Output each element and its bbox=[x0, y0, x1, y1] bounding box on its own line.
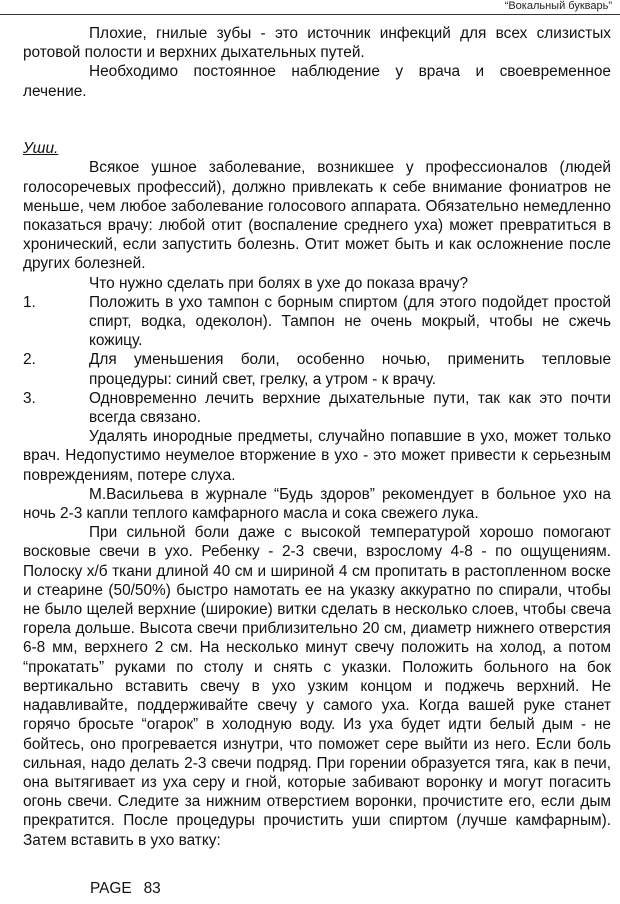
paragraph-foreign-objects: Удалять инородные предметы, случайно попавшие в ухо, может только врач. Недопустимо неумелое вторжение в ухо - это может привести к серьезным повреждениям, потере слуха. bbox=[23, 428, 611, 484]
list-item-text: Для уменьшения боли, особенно ночью, применить тепловые процедуры: синий свет, грелку, а утром - к врачу. bbox=[89, 351, 611, 388]
page-number: 83 bbox=[143, 880, 161, 897]
section-title: Уши. bbox=[23, 140, 59, 158]
header-rule bbox=[0, 14, 620, 15]
intro-paragraph-1: Плохие, гнилые зубы - это источник инфекций для всех слизистых ротовой полости и верхних дыхательных путей. bbox=[23, 25, 611, 62]
page-body bbox=[23, 24, 611, 850]
page-footer bbox=[90, 879, 161, 898]
list-item-text: Одновременно лечить верхние дыхательные пути, так как это почти всегда связано. bbox=[89, 389, 611, 427]
paragraph-wax-candles: При сильной боли даже с высокой температурой хорошо помогают восковые свечи в ухо. Ребенку - 2-3 свечи, взрослому 4-8 - по ощущениям. Полоску х/б ткани длиной 40 см и шириной 4 см пропитать в растопленном воске и стеарине (50/50%) быстро намотать ее на указку аккуратно по спирали, чтобы не было щелей верхние (широкие) витки сделать в несколько слоев, чтобы свеча горела дольше. Высота свечи приблизительно 20 см, диаметр нижнего отверстия 6-8 мм, верхнего 2 см. На несколько минут свечу положить на холод, а потом “прокатать” руками по столу и снять с указки. Положить больного на бок вертикально вставить свечу в ухо узким концом и поджечь верхний. Не надавливайте, поддерживайте свечу у самого уха. Когда вашей руке станет горячо бросьте “огарок” в холодную воду. Из уха будет идти белый дым - не бойтесь, оно прогревается изнутри, что поможет сере выйти из него. Если боль сильная, надо делать 2-3 свечи подряд. При горении образуется тяга, как в печи, она вытягивает из уха серу и гной, которые забивают воронку и могут погасить огонь свечи. Следите за нижним отверстием воронки, прочистите его, если дым прекратится. После процедуры прочистить уши спиртом (лучше камфарным). Затем вставить в ухо ватку: bbox=[23, 524, 611, 849]
page-label: PAGE bbox=[90, 880, 132, 897]
list-item bbox=[23, 389, 611, 427]
paragraph-question: Что нужно сделать при болях в ухе до показа врачу? bbox=[89, 274, 469, 292]
paragraph-ear-disease: Всякое ушное заболевание, возникшее у профессионалов (людей голосоречевых профессий), должно привлекать к себе внимание фониатров не меньше, чем любое заболевание голосового аппарата. Обязательно немедленно показаться врачу: любой отит (воспаление среднего уха) может превратиться в хронический, если запустить болезнь. Отит может быть и как осложнение после других болезней. bbox=[23, 159, 611, 273]
intro-paragraph-2: Необходимо постоянное наблюдение у врача и своевременное лечение. bbox=[23, 63, 611, 100]
paragraph-vasilieva: М.Васильева в журнале “Будь здоров” рекомендует в больное ухо на ночь 2-3 капли теплого камфарного масла и сока свежего лука. bbox=[23, 485, 611, 523]
list-item bbox=[23, 293, 611, 351]
list-item-number: 1. bbox=[23, 293, 36, 311]
list-item-text: Положить в ухо тампон с борным спиртом (для этого подойдет простой спирт, водка, одеколон). Тампон не очень мокрый, чтобы не сжечь кожицу. bbox=[89, 293, 611, 350]
list-item bbox=[23, 350, 611, 388]
list-item-number: 3. bbox=[23, 389, 36, 407]
section-gap bbox=[23, 101, 611, 139]
list-item-number: 2. bbox=[23, 351, 36, 369]
running-head: “Вокальный букварь” bbox=[504, 0, 612, 12]
